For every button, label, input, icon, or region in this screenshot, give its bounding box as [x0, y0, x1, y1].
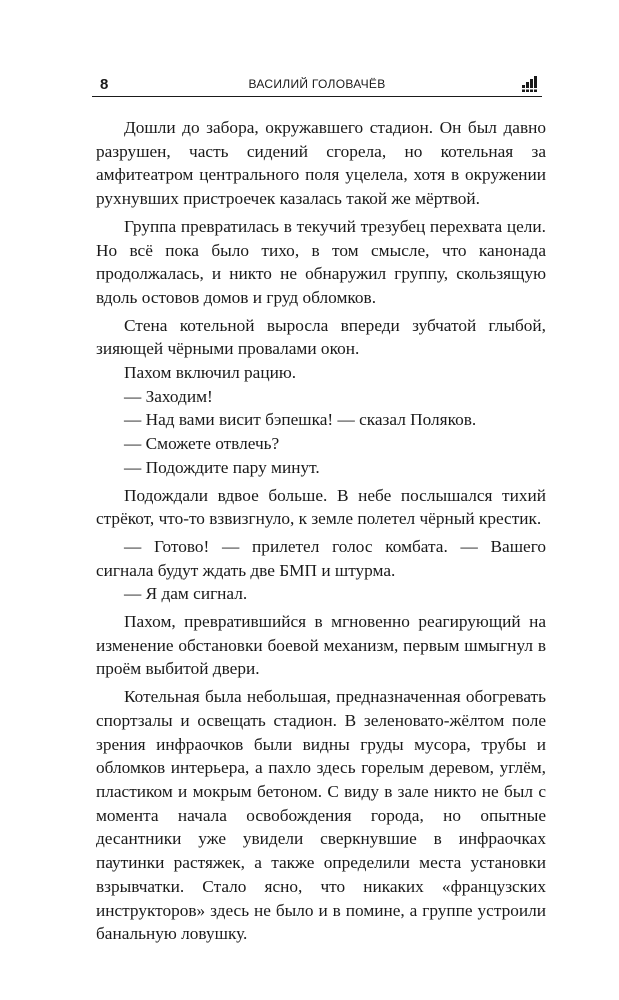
publisher-logo-icon	[522, 76, 540, 92]
dialogue-line: — Над вами висит бэпешка! — сказал Поляков.	[124, 410, 477, 430]
running-title: ВАСИЛИЙ ГОЛОВАЧЁВ	[248, 77, 386, 91]
dialogue-line: — Я дам сигнал.	[124, 584, 248, 604]
paragraph: Группа превратилась в текучий трезубец перехвата цели. Но всё пока было тихо, в том смысле, что канонада продолжалась, и никто не обнаружил группу, скользящую вдоль остовов домов и груд обломков.	[96, 216, 546, 307]
body-text	[96, 116, 546, 946]
page-number: 8	[100, 76, 109, 93]
dialogue-line: — Заходим!	[124, 386, 213, 406]
paragraph: Дошли до забора, окружавшего стадион. Он был давно разрушен, часть сидений сгорела, но котельная за амфитеатром центрального поля уцелела, хотя в окружении рухнувших пристроечек казалась такой же мёртвой.	[96, 118, 546, 209]
dialogue-line: — Готово! — прилетел голос комбата. — Вашего сигнала будут ждать две БМП и штурма.	[96, 536, 546, 580]
paragraph: Котельная была небольшая, предназначенная обогревать спортзалы и освещать стадион. В зеленовато-жёлтом поле зрения инфраочков были видны груды мусора, трубы и обломков интерьера, а пахло здесь горелым деревом, углём, пластиком и мокрым бетоном. С виду в зале никто не был с момента начала освобождения города, но опытные десантники уже увидели сверкнувшие в инфраочках паутинки растяжек, а также определили места установки взрывчатки. Стало ясно, что никаких «французских инструкторов» здесь не было и в помине, а группе устроили банальную ловушку.	[96, 687, 546, 944]
dialogue-line: — Сможете отвлечь?	[124, 434, 280, 454]
header-rule	[92, 96, 542, 97]
paragraph: Стена котельной выросла впереди зубчатой глыбой, зияющей чёрными провалами окон.	[96, 315, 546, 359]
page-header	[92, 71, 542, 95]
paragraph: Подождали вдвое больше. В небе послышался тихий стрёкот, что-то взвизгнуло, к земле полетел чёрный крестик.	[96, 485, 546, 529]
paragraph: Пахом, превратившийся в мгновенно реагирующий на изменение обстановки боевой механизм, первым шмыгнул в проём выбитой двери.	[96, 612, 546, 679]
dialogue-line: — Подождите пару минут.	[124, 457, 320, 477]
paragraph: Пахом включил рацию.	[124, 363, 297, 383]
